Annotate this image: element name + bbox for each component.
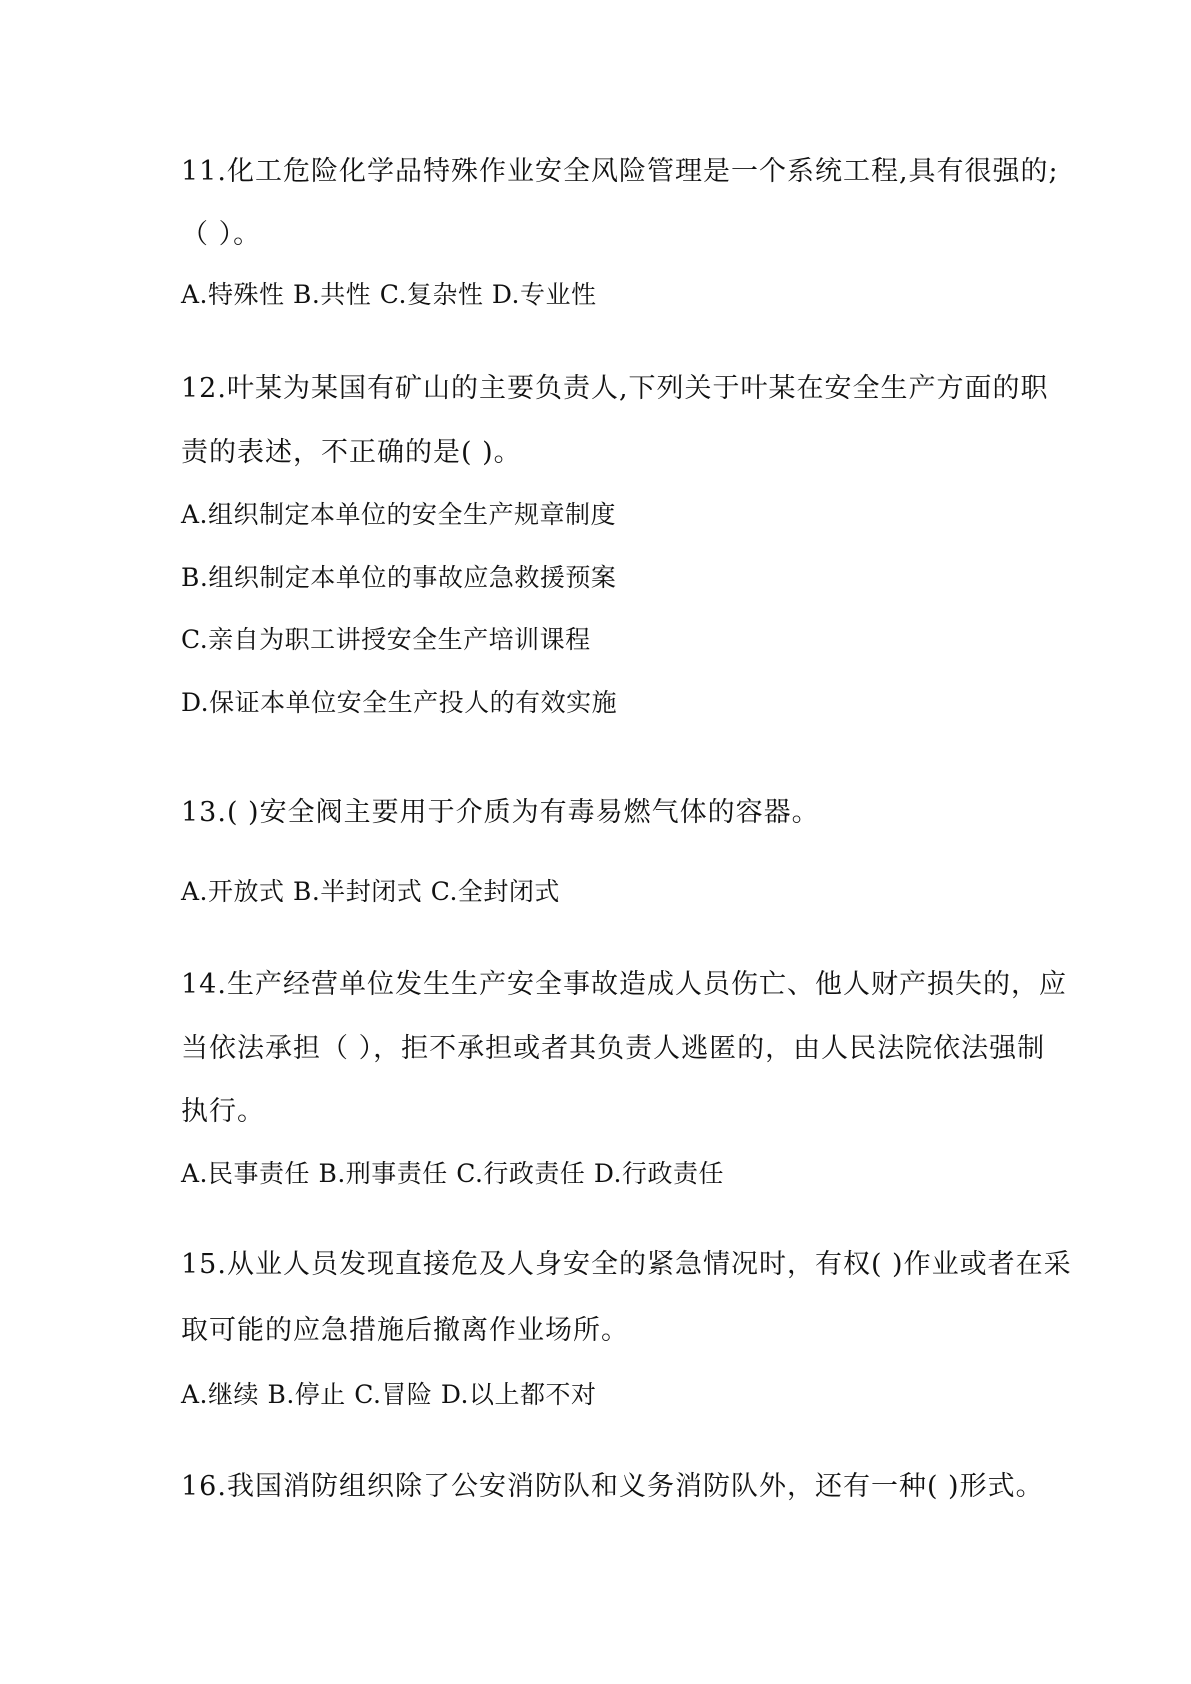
q12-option-a: A.组织制定本单位的安全生产规章制度 xyxy=(181,500,617,529)
q13-options: A.开放式 B.半封闭式 C.全封闭式 xyxy=(181,877,560,906)
q11-options: A.特殊性 B.共性 C.复杂性 D.专业性 xyxy=(181,280,597,309)
q14-stem-line-2: 当依法承担（ ），拒不承担或者其负责人逃匿的，由人民法院依法强制 xyxy=(181,1033,1046,1064)
q14-stem-line-1: 14.生产经营单位发生生产安全事故造成人员伤亡、他人财产损失的，应 xyxy=(181,969,1067,1000)
q12-option-d: D.保证本单位安全生产投人的有效实施 xyxy=(181,688,618,717)
q12-option-c: C.亲自为职工讲授安全生产培训课程 xyxy=(181,625,591,654)
q14-options: A.民事责任 B.刑事责任 C.行政责任 D.行政责任 xyxy=(181,1159,724,1188)
q12-stem-line-2: 责的表述，不正确的是( )。 xyxy=(181,437,522,468)
q13-stem-line-1: 13.( )安全阀主要用于介质为有毒易燃气体的容器。 xyxy=(181,797,820,828)
q15-stem-line-2: 取可能的应急措施后撤离作业场所。 xyxy=(181,1315,629,1346)
q14-stem-line-3: 执行。 xyxy=(181,1096,265,1127)
q11-stem-line-2: （ ）。 xyxy=(181,219,262,250)
q15-stem-line-1: 15.从业人员发现直接危及人身安全的紧急情况时，有权( )作业或者在采 xyxy=(181,1249,1072,1280)
q12-option-b: B.组织制定本单位的事故应急救援预案 xyxy=(181,563,617,592)
q12-stem-line-1: 12.叶某为某国有矿山的主要负责人,下列关于叶某在安全生产方面的职 xyxy=(181,373,1049,404)
q15-options: A.继续 B.停止 C.冒险 D.以上都不对 xyxy=(181,1380,597,1409)
q11-stem-line-1: 11.化工危险化学品特殊作业安全风险管理是一个系统工程,具有很强的; xyxy=(181,156,1059,187)
q16-stem-line-1: 16.我国消防组织除了公安消防队和义务消防队外，还有一种( )形式。 xyxy=(181,1471,1044,1502)
